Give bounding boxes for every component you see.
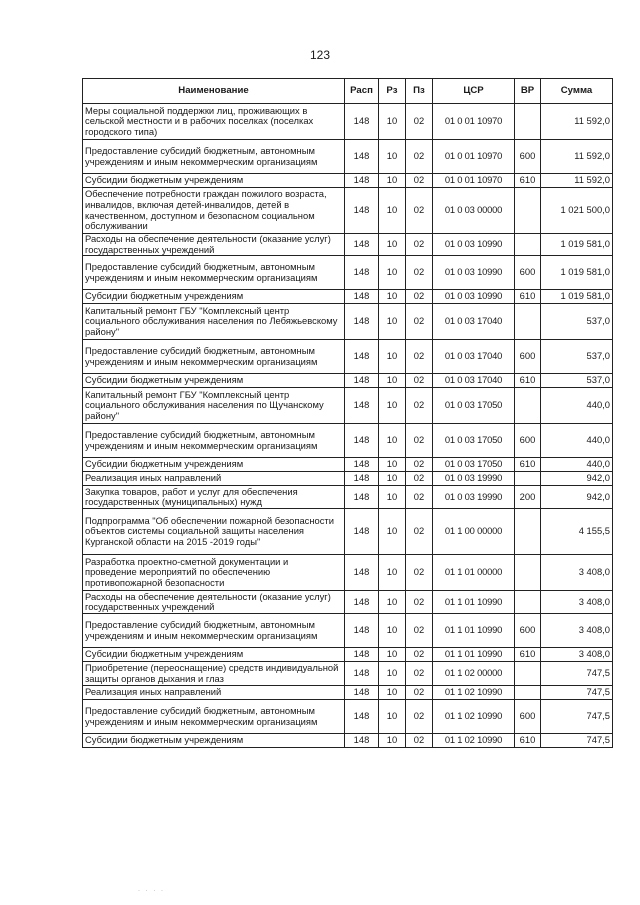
cell-rasp: 148 [345, 700, 379, 734]
cell-name: Приобретение (переоснащение) средств индивидуальной защиты органов дыхания и глаз [83, 662, 345, 686]
cell-rz: 10 [379, 290, 406, 304]
cell-vr: 610 [515, 734, 541, 748]
cell-pz: 02 [406, 104, 433, 140]
cell-rasp: 148 [345, 256, 379, 290]
cell-rz: 10 [379, 388, 406, 424]
cell-sum: 1 019 581,0 [541, 256, 613, 290]
cell-rasp: 148 [345, 388, 379, 424]
cell-name: Расходы на обеспечение деятельности (оказание услуг) государственных учреждений [83, 234, 345, 256]
cell-csr: 01 1 02 10990 [433, 734, 515, 748]
cell-name: Капитальный ремонт ГБУ "Комплексный центр социального обслуживания населения по Щучанскому району" [83, 388, 345, 424]
cell-csr: 01 0 03 19990 [433, 472, 515, 486]
cell-pz: 02 [406, 424, 433, 458]
cell-csr: 01 1 02 00000 [433, 662, 515, 686]
cell-csr: 01 0 01 10970 [433, 174, 515, 188]
cell-vr: 610 [515, 374, 541, 388]
cell-name: Реализация иных направлений [83, 472, 345, 486]
table-row [83, 486, 613, 509]
cell-rasp: 148 [345, 555, 379, 591]
cell-rz: 10 [379, 700, 406, 734]
cell-rasp: 148 [345, 424, 379, 458]
cell-vr [515, 388, 541, 424]
cell-vr: 610 [515, 290, 541, 304]
cell-rasp: 148 [345, 104, 379, 140]
table-row [83, 509, 613, 555]
cell-sum: 11 592,0 [541, 174, 613, 188]
table-row [83, 140, 613, 174]
cell-csr: 01 0 01 10970 [433, 140, 515, 174]
cell-pz: 02 [406, 290, 433, 304]
cell-vr: 610 [515, 174, 541, 188]
cell-csr: 01 1 00 00000 [433, 509, 515, 555]
cell-name: Предоставление субсидий бюджетным, автономным учреждениям и иным некоммерческим организациям [83, 424, 345, 458]
cell-rz: 10 [379, 174, 406, 188]
cell-rz: 10 [379, 424, 406, 458]
column-header-pz: Пз [406, 79, 433, 104]
cell-rz: 10 [379, 304, 406, 340]
cell-sum: 11 592,0 [541, 140, 613, 174]
cell-rasp: 148 [345, 174, 379, 188]
table-row [83, 472, 613, 486]
cell-sum: 747,5 [541, 734, 613, 748]
cell-csr: 01 0 03 17050 [433, 424, 515, 458]
cell-sum: 747,5 [541, 662, 613, 686]
cell-rasp: 148 [345, 458, 379, 472]
cell-vr [515, 104, 541, 140]
cell-sum: 942,0 [541, 472, 613, 486]
cell-pz: 02 [406, 340, 433, 374]
cell-csr: 01 1 02 10990 [433, 700, 515, 734]
column-header-csr: ЦСР [433, 79, 515, 104]
cell-pz: 02 [406, 374, 433, 388]
cell-rasp: 148 [345, 374, 379, 388]
cell-sum: 3 408,0 [541, 591, 613, 614]
table-row [83, 734, 613, 748]
table-row [83, 388, 613, 424]
table-row [83, 700, 613, 734]
cell-sum: 440,0 [541, 424, 613, 458]
cell-pz: 02 [406, 648, 433, 662]
table-row [83, 458, 613, 472]
cell-rz: 10 [379, 256, 406, 290]
cell-vr [515, 555, 541, 591]
cell-pz: 02 [406, 188, 433, 234]
cell-name: Обеспечение потребности граждан пожилого возраста, инвалидов, включая детей-инвалидов, детей в качественном, доступном и безопасном социальном обслуживании [83, 188, 345, 234]
column-header-sum: Сумма [541, 79, 613, 104]
cell-rasp: 148 [345, 290, 379, 304]
table-row [83, 174, 613, 188]
cell-csr: 01 0 03 10990 [433, 256, 515, 290]
column-header-rasp: Расп [345, 79, 379, 104]
cell-rz: 10 [379, 458, 406, 472]
cell-name: Подпрограмма "Об обеспечении пожарной безопасности объектов системы социальной защиты населения Курганской области на 2015 -2019 годы" [83, 509, 345, 555]
cell-csr: 01 0 03 17050 [433, 388, 515, 424]
cell-name: Субсидии бюджетным учреждениям [83, 458, 345, 472]
cell-pz: 02 [406, 700, 433, 734]
cell-vr: 600 [515, 700, 541, 734]
cell-sum: 3 408,0 [541, 648, 613, 662]
cell-csr: 01 1 01 00000 [433, 555, 515, 591]
cell-vr [515, 304, 541, 340]
cell-name: Разработка проектно-сметной документации и проведение мероприятий по обеспечению противопожарной безопасности [83, 555, 345, 591]
cell-csr: 01 0 03 17040 [433, 374, 515, 388]
cell-csr: 01 0 03 17050 [433, 458, 515, 472]
cell-sum: 4 155,5 [541, 509, 613, 555]
cell-name: Меры социальной поддержки лиц, проживающих в сельской местности и в рабочих поселках (поселках городского типа) [83, 104, 345, 140]
cell-sum: 11 592,0 [541, 104, 613, 140]
table-row [83, 304, 613, 340]
cell-rz: 10 [379, 509, 406, 555]
cell-csr: 01 1 02 10990 [433, 686, 515, 700]
cell-name: Предоставление субсидий бюджетным, автономным учреждениям и иным некоммерческим организациям [83, 614, 345, 648]
cell-pz: 02 [406, 686, 433, 700]
cell-name: Закупка товаров, работ и услуг для обеспечения государственных (муниципальных) нужд [83, 486, 345, 509]
cell-sum: 537,0 [541, 374, 613, 388]
cell-vr: 600 [515, 140, 541, 174]
column-header-rz: Рз [379, 79, 406, 104]
cell-sum: 3 408,0 [541, 555, 613, 591]
cell-name: Субсидии бюджетным учреждениям [83, 734, 345, 748]
cell-rz: 10 [379, 686, 406, 700]
cell-sum: 537,0 [541, 304, 613, 340]
table-row [83, 256, 613, 290]
cell-rz: 10 [379, 374, 406, 388]
cell-name: Реализация иных направлений [83, 686, 345, 700]
cell-pz: 02 [406, 662, 433, 686]
cell-rz: 10 [379, 234, 406, 256]
cell-rasp: 148 [345, 340, 379, 374]
cell-rasp: 148 [345, 472, 379, 486]
cell-pz: 02 [406, 388, 433, 424]
scan-artifact-mark: · · · · [138, 888, 165, 894]
cell-name: Расходы на обеспечение деятельности (оказание услуг) государственных учреждений [83, 591, 345, 614]
cell-rz: 10 [379, 486, 406, 509]
cell-pz: 02 [406, 486, 433, 509]
cell-sum: 1 019 581,0 [541, 290, 613, 304]
table-row [83, 614, 613, 648]
table-row [83, 290, 613, 304]
cell-vr: 600 [515, 614, 541, 648]
cell-rz: 10 [379, 614, 406, 648]
cell-rz: 10 [379, 555, 406, 591]
cell-csr: 01 0 03 19990 [433, 486, 515, 509]
cell-pz: 02 [406, 140, 433, 174]
table-row [83, 104, 613, 140]
cell-name: Капитальный ремонт ГБУ "Комплексный центр социального обслуживания населения по Лебяжьевскому району" [83, 304, 345, 340]
cell-vr [515, 591, 541, 614]
cell-rz: 10 [379, 591, 406, 614]
cell-name: Субсидии бюджетным учреждениям [83, 374, 345, 388]
table-row [83, 591, 613, 614]
cell-rasp: 148 [345, 662, 379, 686]
cell-csr: 01 1 01 10990 [433, 614, 515, 648]
table-row [83, 662, 613, 686]
cell-rz: 10 [379, 472, 406, 486]
cell-sum: 440,0 [541, 388, 613, 424]
table-row [83, 374, 613, 388]
cell-pz: 02 [406, 734, 433, 748]
cell-vr: 600 [515, 424, 541, 458]
cell-vr [515, 234, 541, 256]
cell-vr: 600 [515, 256, 541, 290]
cell-vr [515, 686, 541, 700]
cell-rasp: 148 [345, 591, 379, 614]
cell-csr: 01 0 03 10990 [433, 234, 515, 256]
cell-rasp: 148 [345, 648, 379, 662]
cell-rz: 10 [379, 648, 406, 662]
cell-rz: 10 [379, 340, 406, 374]
cell-rasp: 148 [345, 686, 379, 700]
column-header-name: Наименование [83, 79, 345, 104]
cell-sum: 3 408,0 [541, 614, 613, 648]
cell-vr [515, 662, 541, 686]
cell-sum: 747,5 [541, 700, 613, 734]
cell-pz: 02 [406, 458, 433, 472]
cell-rasp: 148 [345, 509, 379, 555]
cell-pz: 02 [406, 174, 433, 188]
cell-sum: 440,0 [541, 458, 613, 472]
cell-rz: 10 [379, 734, 406, 748]
cell-pz: 02 [406, 509, 433, 555]
cell-rasp: 148 [345, 188, 379, 234]
cell-rasp: 148 [345, 486, 379, 509]
table-row [83, 340, 613, 374]
cell-rasp: 148 [345, 304, 379, 340]
cell-pz: 02 [406, 234, 433, 256]
cell-rz: 10 [379, 140, 406, 174]
cell-sum: 942,0 [541, 486, 613, 509]
cell-csr: 01 1 01 10990 [433, 648, 515, 662]
table-row [83, 424, 613, 458]
table-row [83, 188, 613, 234]
cell-rz: 10 [379, 104, 406, 140]
cell-pz: 02 [406, 304, 433, 340]
cell-vr [515, 188, 541, 234]
cell-vr: 200 [515, 486, 541, 509]
cell-name: Предоставление субсидий бюджетным, автономным учреждениям и иным некоммерческим организациям [83, 256, 345, 290]
cell-rz: 10 [379, 662, 406, 686]
cell-sum: 1 021 500,0 [541, 188, 613, 234]
cell-rasp: 148 [345, 614, 379, 648]
cell-rasp: 148 [345, 140, 379, 174]
table-row [83, 686, 613, 700]
cell-rasp: 148 [345, 234, 379, 256]
table-row [83, 555, 613, 591]
column-header-vr: ВР [515, 79, 541, 104]
page-number: 123 [309, 48, 331, 62]
cell-pz: 02 [406, 472, 433, 486]
cell-rasp: 148 [345, 734, 379, 748]
table-body [83, 104, 613, 748]
cell-name: Предоставление субсидий бюджетным, автономным учреждениям и иным некоммерческим организациям [83, 700, 345, 734]
cell-vr [515, 472, 541, 486]
table-row [83, 648, 613, 662]
table-header-row [83, 79, 613, 104]
cell-csr: 01 0 01 10970 [433, 104, 515, 140]
cell-vr: 610 [515, 458, 541, 472]
cell-sum: 747,5 [541, 686, 613, 700]
cell-name: Субсидии бюджетным учреждениям [83, 174, 345, 188]
cell-vr: 610 [515, 648, 541, 662]
cell-sum: 537,0 [541, 340, 613, 374]
cell-csr: 01 0 03 10990 [433, 290, 515, 304]
cell-csr: 01 0 03 17040 [433, 340, 515, 374]
cell-pz: 02 [406, 256, 433, 290]
cell-csr: 01 1 01 10990 [433, 591, 515, 614]
cell-csr: 01 0 03 00000 [433, 188, 515, 234]
cell-rz: 10 [379, 188, 406, 234]
cell-sum: 1 019 581,0 [541, 234, 613, 256]
cell-name: Субсидии бюджетным учреждениям [83, 648, 345, 662]
cell-name: Предоставление субсидий бюджетным, автономным учреждениям и иным некоммерческим организациям [83, 140, 345, 174]
table-row [83, 234, 613, 256]
budget-table [82, 78, 613, 748]
cell-pz: 02 [406, 555, 433, 591]
cell-pz: 02 [406, 591, 433, 614]
cell-vr: 600 [515, 340, 541, 374]
cell-name: Субсидии бюджетным учреждениям [83, 290, 345, 304]
cell-pz: 02 [406, 614, 433, 648]
cell-vr [515, 509, 541, 555]
cell-csr: 01 0 03 17040 [433, 304, 515, 340]
cell-name: Предоставление субсидий бюджетным, автономным учреждениям и иным некоммерческим организациям [83, 340, 345, 374]
